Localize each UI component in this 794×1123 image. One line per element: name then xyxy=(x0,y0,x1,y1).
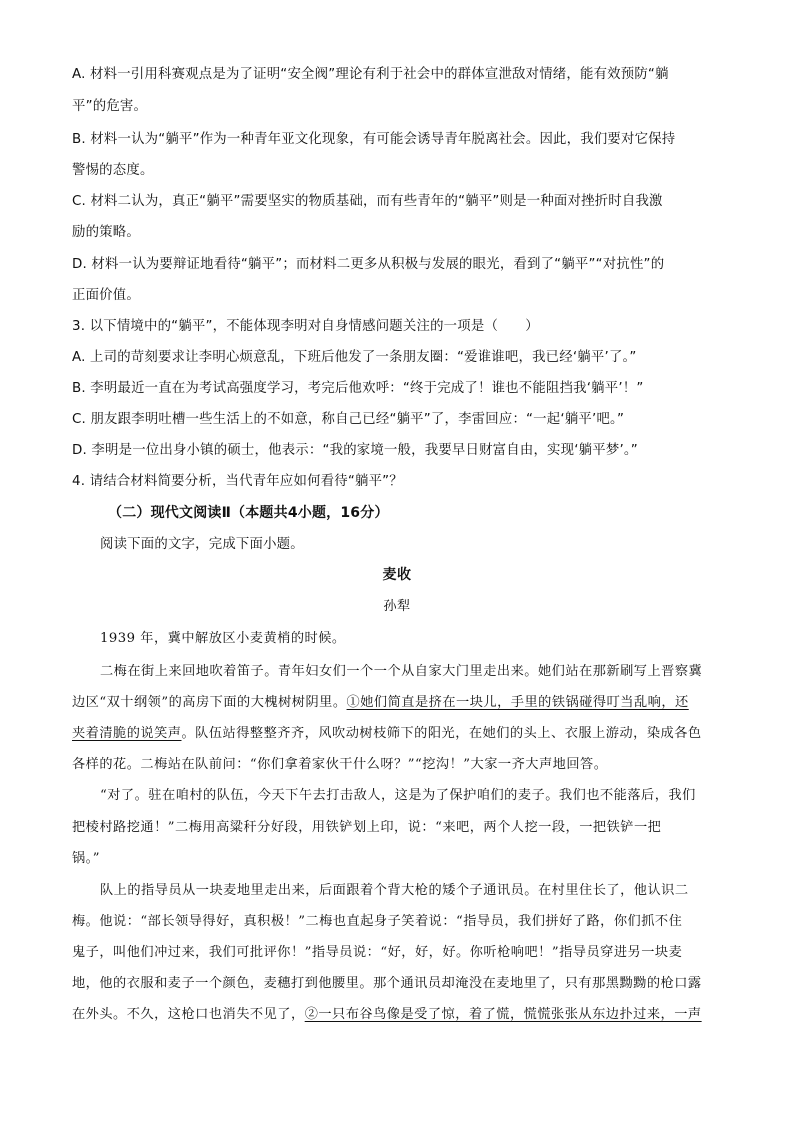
q2-option-a-line1: A. 材料一引用科赛观点是为了证明“安全阀”理论有利于社会中的群体宣泄敌对情绪，能有效预防“躺 xyxy=(72,67,669,82)
story-p3-line3: 鬼子，叫他们冲过来，我们可批评你！”指导员说：“好，好，好。你听枪响吧！”指导员穿进另一块麦 xyxy=(72,945,683,960)
story-author: 孙犁 xyxy=(383,599,411,614)
story-p3-line2: 梅。他说：“部长领导得好，真积极！”二梅也直起身子笑着说：“指导员，我们拼好了路，你们抓不住 xyxy=(72,914,683,929)
q2-option-b-line2: 警惕的态度。 xyxy=(72,163,154,178)
story-p3-line1: 队上的指导员从一块麦地里走出来，后面跟着个背大枪的矮个子通讯员。在村里住长了，他认识二 xyxy=(100,883,689,898)
underlined-sentence-1-end: 夹着清脆的说笑声 xyxy=(72,726,182,741)
q3-stem: 3. 以下情境中的“躺平”，不能体现李明对自身情感问题关注的一项是（ ） xyxy=(72,319,539,334)
story-p1-line3-text: 。队伍站得整整齐齐，风吹动树枝筛下的阳光，在她们的头上、衣服上游动，染成各色 xyxy=(181,726,702,741)
story-p1-line1: 二梅在街上来回地吹着笛子。青年妇女们一个一个从自家大门里走出来。她们站在那新刷写上晋察冀 xyxy=(100,664,703,679)
underlined-sentence-1: ①她们简直是挤在一块儿，手里的铁锅碰得叮当乱响，还 xyxy=(346,695,689,710)
story-p3-line5 xyxy=(72,1006,702,1024)
section-heading: （二）现代文阅读Ⅱ（本题共4小题，16分） xyxy=(108,505,389,521)
q3-option-d: D. 李明是一位出身小镇的硕士，他表示：“我的家境一般，我要早日财富自由，实现‘躺平梦’。” xyxy=(72,443,638,458)
q2-option-c-line1: C. 材料二认为，真正“躺平”需要坚实的物质基础，而有些青年的“躺平”则是一种面对挫折时自我激 xyxy=(72,194,663,209)
q4-stem: 4. 请结合材料简要分析，当代青年应如何看待“躺平”？ xyxy=(72,474,403,489)
q3-option-b: B. 李明最近一直在为考试高强度学习，考完后他欢呼：“终于完成了！谁也不能阻挡我‘躺平’！” xyxy=(72,381,644,396)
section-instruction: 阅读下面的文字，完成下面小题。 xyxy=(100,537,304,552)
q2-option-d-line1: D. 材料一认为要辩证地看待“躺平”；而材料二更多从积极与发展的眼光，看到了“躺平”“对抗性”的 xyxy=(72,257,665,272)
story-p1-line2-text: 边区“双十纲领”的高房下面的大槐树树阴里。 xyxy=(72,695,347,710)
story-p2-line2: 把棱村路挖通！”二梅用高粱秆分好段，用铁铲划上印，说：“来吧，两个人挖一段，一把铁铲一把 xyxy=(72,820,662,835)
q2-option-a-line2: 平”的危害。 xyxy=(72,99,148,114)
q2-option-c-line2: 励的策略。 xyxy=(72,225,140,240)
story-p2-line1: “对了。驻在咱村的队伍，今天下午去打击敌人，这是为了保护咱们的麦子。我们也不能落后，我们 xyxy=(100,788,696,803)
story-p3-line4: 地，他的衣服和麦子一个颜色，麦穗打到他腰里。那个通讯员却淹没在麦地里了，只有那黑黝黝的枪口露 xyxy=(72,976,702,991)
story-p1-line2 xyxy=(72,694,689,712)
underlined-sentence-2: ②一只布谷鸟像是受了惊，着了慌，慌慌张张从东边扑过来，一声 xyxy=(304,1007,702,1022)
story-paragraph-0: 1939 年，冀中解放区小麦黄梢的时候。 xyxy=(100,631,346,646)
q2-option-b-line1: B. 材料一认为“躺平”作为一种青年亚文化现象，有可能会诱导青年脱离社会。因此，我们要对它保持 xyxy=(72,132,676,147)
q3-option-a: A. 上司的苛刻要求让李明心烦意乱，下班后他发了一条朋友圈：“爱谁谁吧，我已经‘躺平’了。” xyxy=(72,350,637,365)
story-p1-line4: 各样的花。二梅站在队前问：“你们拿着家伙干什么呀？”“挖沟！”大家一齐大声地回答。 xyxy=(72,757,608,772)
story-title: 麦收 xyxy=(382,567,412,583)
story-p3-line5-text: 在外头。不久，这枪口也消失不见了， xyxy=(72,1007,305,1022)
story-p2-line3: 锅。” xyxy=(72,851,101,866)
story-p1-line3 xyxy=(72,725,702,743)
q3-option-c: C. 朋友跟李明吐槽一些生活上的不如意，称自己已经“躺平”了，李雷回应：“一起‘躺平’吧。” xyxy=(72,412,625,427)
q2-option-d-line2: 正面价值。 xyxy=(72,288,140,303)
